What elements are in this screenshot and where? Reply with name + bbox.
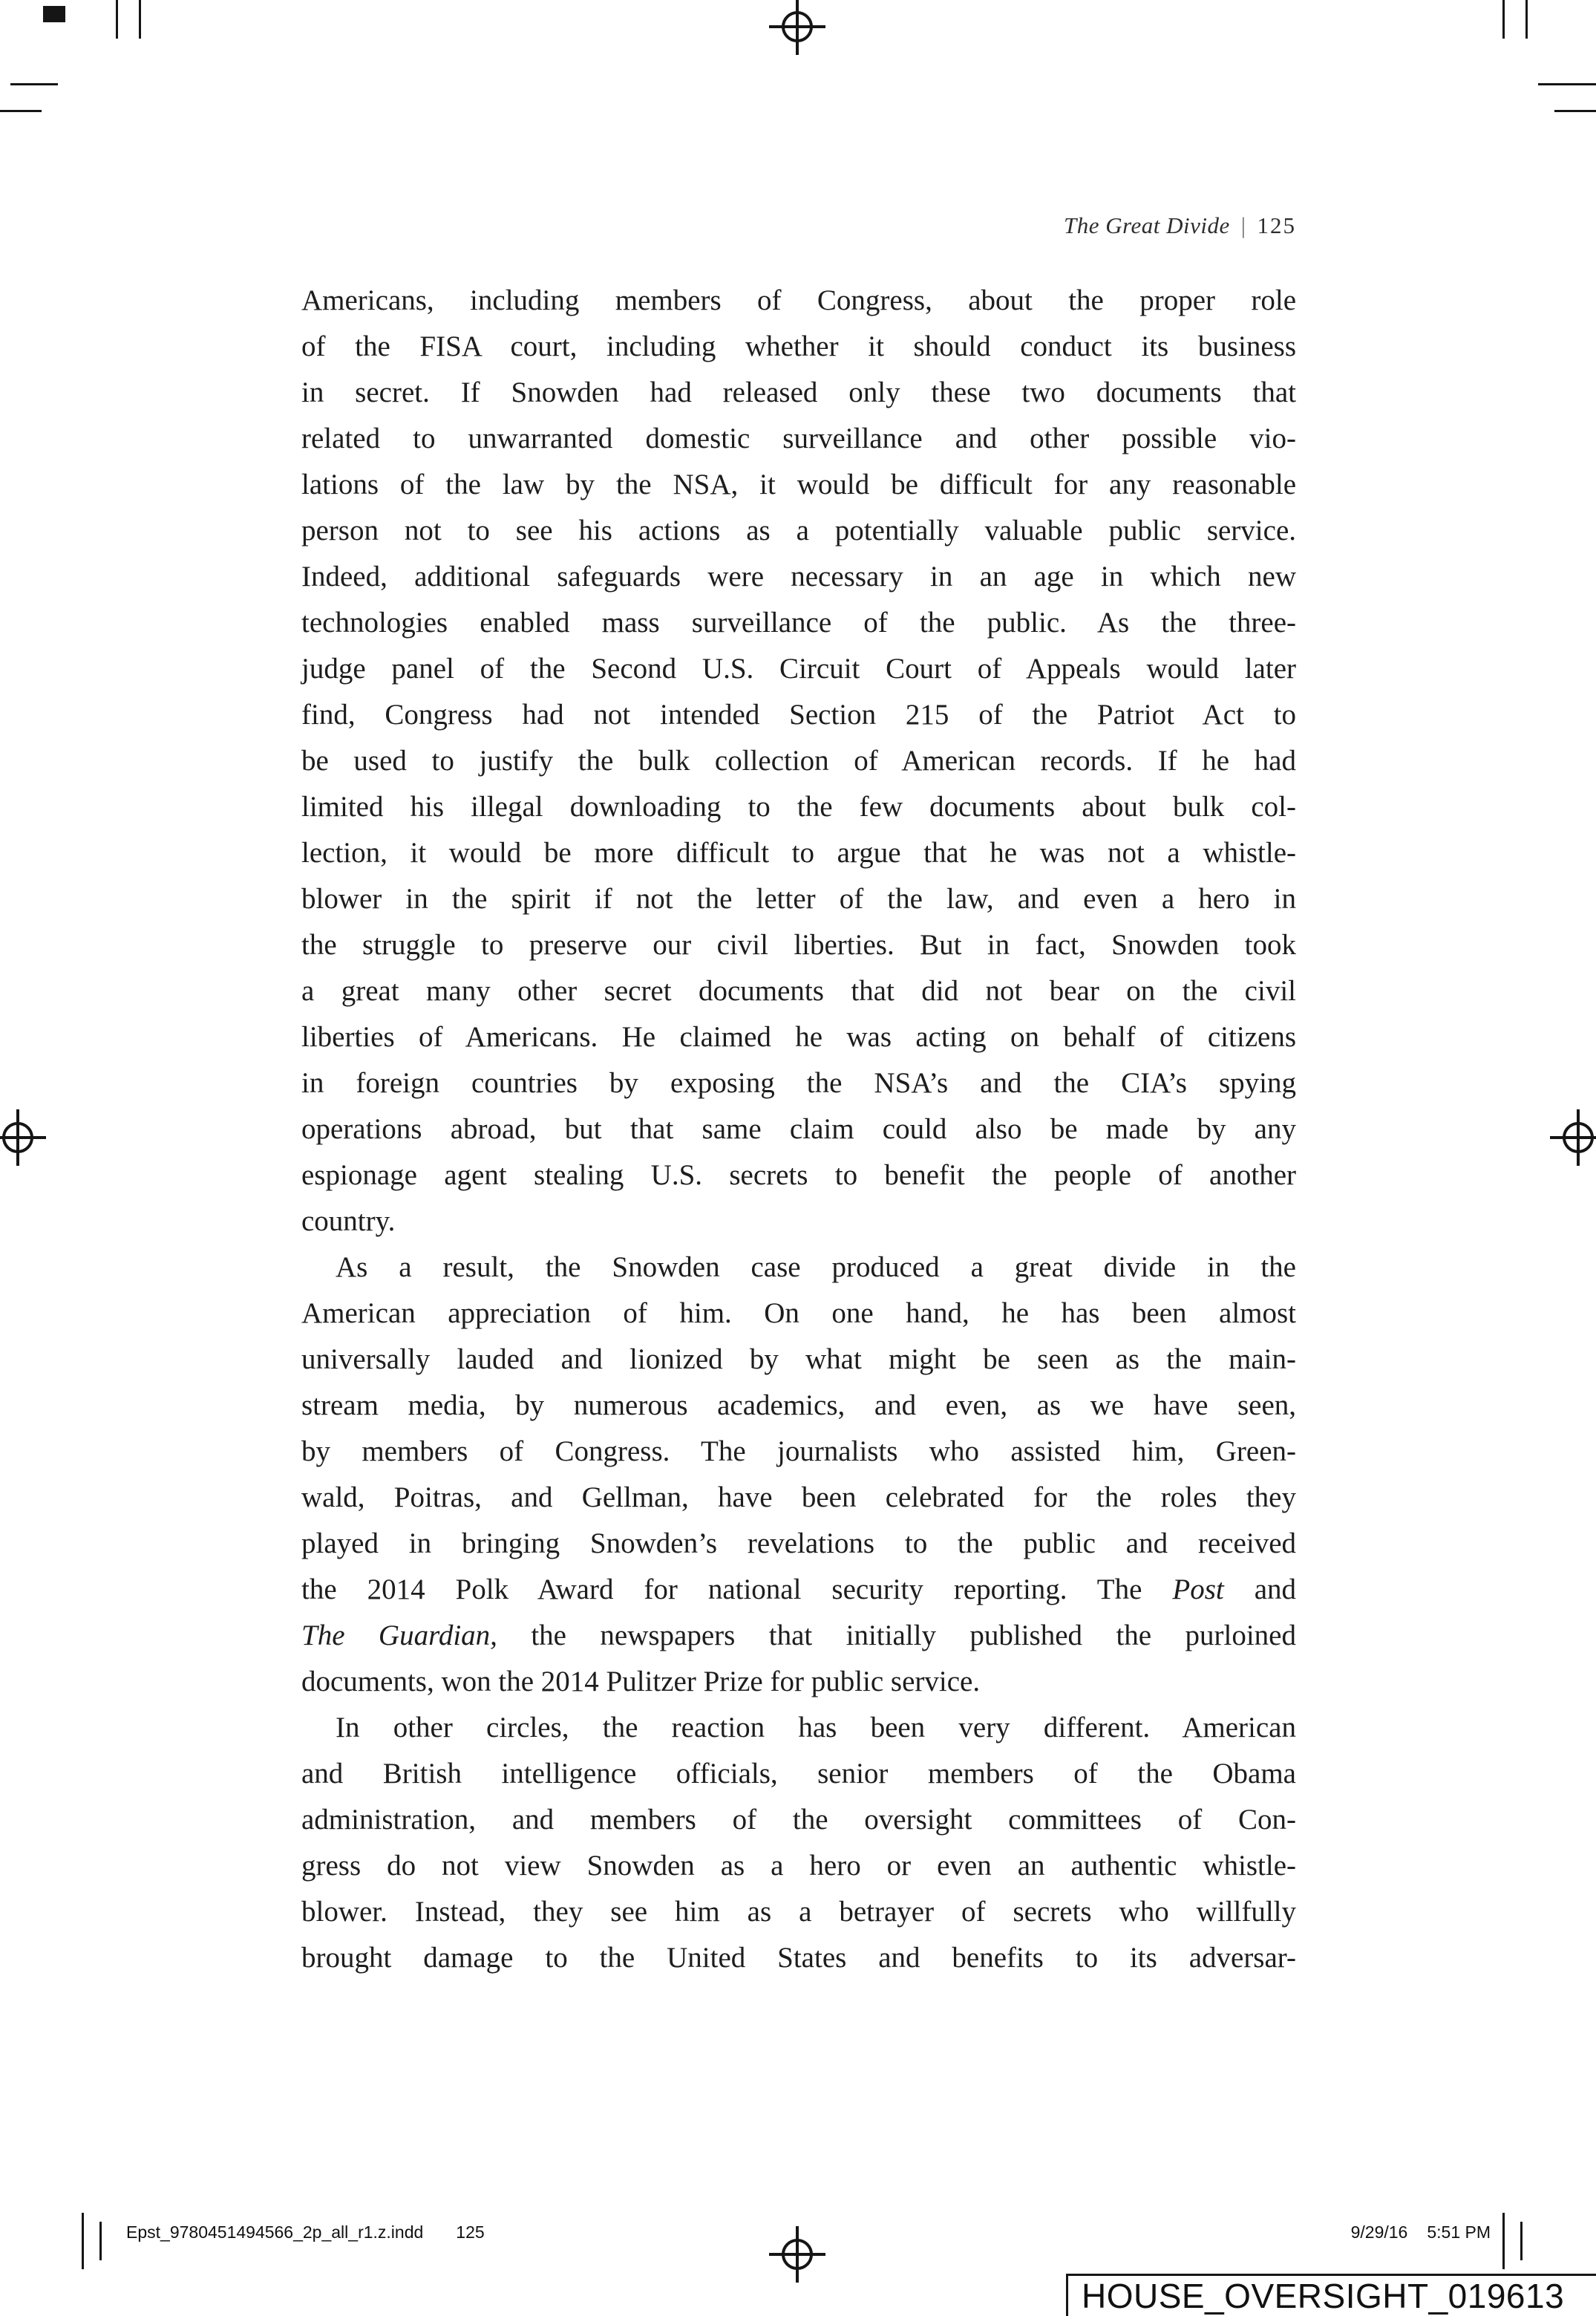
body-line: related to unwarranted domestic surveillance and other possible vio- — [301, 423, 1296, 454]
production-timestamp — [1351, 2222, 1491, 2242]
crop-mark — [10, 83, 58, 85]
body-line: played in bringing Snowden’s revelations to the public and received — [301, 1527, 1296, 1559]
italic-text: Post — [1172, 1573, 1224, 1605]
paragraph — [301, 1705, 1296, 1981]
bates-number: HOUSE_OVERSIGHT_019613 — [1082, 2277, 1565, 2315]
slug-page-number: 125 — [456, 2222, 485, 2242]
body-line: in foreign countries by exposing the NSA’s and the CIA’s spying — [301, 1067, 1296, 1099]
body-line: in secret. If Snowden had released only these two documents that — [301, 376, 1296, 408]
registration-mark-icon — [769, 0, 825, 55]
body-line: blower in the spirit if not the letter of the law, and even a hero in — [301, 883, 1296, 915]
body-line: country. — [301, 1205, 396, 1237]
registration-mark-icon — [1550, 1109, 1596, 1166]
body-line: of the FISA court, including whether it should conduct its business — [301, 330, 1296, 362]
body-line: administration, and members of the oversight committees of Con- — [301, 1804, 1296, 1836]
body-line: Indeed, additional safeguards were necessary in an age in which new — [301, 561, 1296, 593]
running-header — [301, 212, 1296, 239]
crop-mark — [0, 110, 42, 112]
ink-mark — [43, 6, 65, 22]
production-slug — [126, 2222, 485, 2242]
slug-time: 5:51 PM — [1427, 2222, 1491, 2242]
text-segment: and — [1223, 1573, 1297, 1605]
body-line: documents, won the 2014 Pulitzer Prize for public service. — [301, 1666, 981, 1697]
registration-mark-icon — [0, 1109, 46, 1166]
body-line: limited his illegal downloading to the few documents about bulk col- — [301, 791, 1296, 823]
body-line: stream media, by numerous academics, and even, as we have seen, — [301, 1389, 1296, 1421]
body-line: espionage agent stealing U.S. secrets to benefit the people of another — [301, 1159, 1296, 1191]
body-line: technologies enabled mass surveillance of the public. As the three- — [301, 607, 1296, 639]
body-line — [301, 1613, 1296, 1659]
crop-mark — [1538, 83, 1596, 85]
body-line: lection, it would be more difficult to argue that he was not a whistle- — [301, 837, 1296, 869]
body-line: American appreciation of him. On one hand, he has been almost — [301, 1297, 1296, 1329]
body-line: liberties of Americans. He claimed he was acting on behalf of citizens — [301, 1021, 1296, 1053]
slug-date: 9/29/16 — [1350, 2222, 1408, 2242]
body-line: In other circles, the reaction has been very different. American — [336, 1712, 1296, 1743]
paragraph — [301, 1245, 1296, 1705]
body-line: by members of Congress. The journalists who assisted him, Green- — [301, 1435, 1296, 1467]
body-line: As a result, the Snowden case produced a great divide in the — [336, 1251, 1296, 1283]
crop-mark — [1502, 2213, 1505, 2269]
body-line: the struggle to preserve our civil liberties. But in fact, Snowden took — [301, 929, 1296, 961]
body-line: operations abroad, but that same claim could also be made by any — [301, 1113, 1296, 1145]
body-text — [301, 278, 1296, 1981]
paragraph — [301, 278, 1296, 1245]
chapter-title: The Great Divide — [1063, 212, 1230, 238]
body-line: brought damage to the United States and benefits to its adversar- — [301, 1942, 1296, 1974]
crop-mark — [116, 0, 118, 39]
crop-mark — [99, 2222, 102, 2260]
body-line: a great many other secret documents that did not bear on the civil — [301, 975, 1296, 1007]
crop-mark — [82, 2213, 84, 2269]
text-segment: the 2014 Polk Award for national security reporting. The — [301, 1573, 1173, 1605]
page-number: 125 — [1257, 212, 1296, 238]
header-separator: | — [1240, 212, 1246, 238]
body-line: lations of the law by the NSA, it would be difficult for any reasonable — [301, 469, 1296, 500]
crop-mark — [1502, 0, 1505, 39]
text-segment: the newspapers that initially published the purloined — [497, 1619, 1296, 1651]
body-line: and British intelligence officials, senior members of the Obama — [301, 1758, 1296, 1790]
body-line — [301, 1567, 1296, 1613]
body-line: blower. Instead, they see him as a betrayer of secrets who willfully — [301, 1896, 1296, 1928]
italic-text: The Guardian, — [301, 1619, 497, 1651]
crop-mark — [1525, 0, 1528, 39]
body-line: person not to see his actions as a potentially valuable public service. — [301, 515, 1296, 547]
registration-mark-icon — [769, 2226, 825, 2283]
body-line: gress do not view Snowden as a hero or even an authentic whistle- — [301, 1850, 1296, 1882]
body-line: universally lauded and lionized by what might be seen as the main- — [301, 1343, 1296, 1375]
body-line: judge panel of the Second U.S. Circuit Court of Appeals would later — [301, 653, 1296, 685]
body-line: be used to justify the bulk collection of American records. If he had — [301, 745, 1296, 777]
crop-mark — [139, 0, 141, 39]
body-line: find, Congress had not intended Section 215 of the Patriot Act to — [301, 699, 1296, 731]
slug-filename: Epst_9780451494566_2p_all_r1.z.indd — [126, 2222, 424, 2242]
body-line: Americans, including members of Congress, about the proper role — [301, 284, 1296, 316]
bates-stamp-box — [1066, 2274, 1596, 2316]
crop-mark — [1520, 2222, 1523, 2260]
body-line: wald, Poitras, and Gellman, have been celebrated for the roles they — [301, 1481, 1296, 1513]
crop-mark — [1554, 110, 1596, 112]
